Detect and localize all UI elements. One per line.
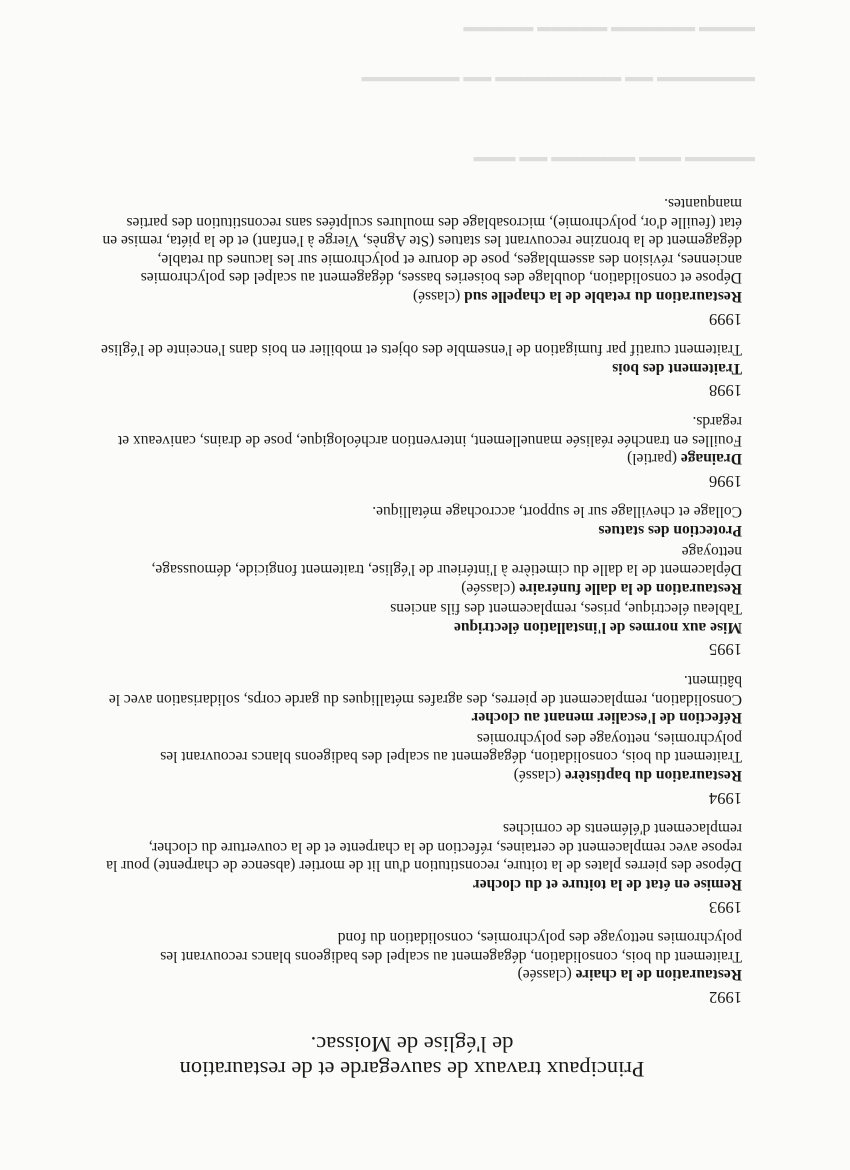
work-heading-text: Restauration de la dalle funéraire — [519, 579, 742, 597]
work-item — [92, 819, 742, 893]
work-heading — [92, 617, 742, 636]
title-line-1: Principaux travaux de sauvegarde et de restauration — [179, 1057, 645, 1082]
work-heading-text: Remise en état de la toiture et du clocher — [472, 876, 742, 894]
work-heading — [92, 358, 742, 377]
work-item — [92, 541, 742, 597]
work-qualifier: (partiel) — [627, 450, 681, 468]
work-qualifier: (classée) — [517, 966, 576, 984]
work-heading — [92, 578, 742, 597]
work-qualifier: (classé) — [412, 288, 465, 305]
work-heading-text: Traitement des bois — [612, 359, 742, 377]
work-description: Collage et chevillage sur le support, accrochage métallique. — [372, 503, 742, 521]
work-heading-text: Mise aux normes de l'installation électrique — [453, 618, 742, 636]
document-title — [92, 1032, 732, 1082]
work-item — [92, 340, 742, 377]
work-description: Traitement du bois, consolidation, dégagement au scalpel des badigeons blancs recouvrant les polychromies nettoyage des polychromies, consolidation du fond — [160, 929, 742, 965]
work-item — [92, 502, 742, 539]
work-heading-text: Drainage — [680, 450, 742, 468]
work-heading-text: Restauration du baptistère — [564, 767, 742, 785]
work-description: Dépose et consolidation, doublage des boiseries basses, dégagement au scalpel des polychromies anciennes, révision des assemblages, pose de dorure et polychromie sur les lacunes du retable, dégagement de la bronzine recouvrant les statues (Ste Agnès, Vierge à l'enfant) et de la piéta, remise en état (feuille d'or, polychromie), microsablage des moulures sculptées sans reconstitution des parties manquantes. — [102, 195, 742, 287]
title-line-2: de l'église de Moissac. — [310, 1032, 514, 1057]
work-qualifier: (classée) — [461, 579, 520, 597]
document-body — [92, 191, 742, 1082]
work-heading-text: Réfection de l'escalier menant au clocher — [471, 709, 742, 727]
bleed-through-text: ▬▬▬▬▬ ▬▬▬ ▬▬▬▬▬▬ ▬▬ ▬▬▬ ▬▬▬▬▬▬▬ ▬▬ ▬▬▬▬▬▬▬▬▬ ▬▬ ▬▬▬▬▬▬▬ ▬▬▬▬ ▬▬▬▬▬▬ ▬▬▬▬▬ ▬▬▬▬▬ — [361, 24, 755, 170]
work-item — [92, 671, 742, 727]
work-heading — [92, 449, 742, 468]
entry-year: 1996 — [709, 471, 742, 491]
work-description: Consolidation, remplacement de pierres, des agrafes métalliques du garde corps, solidarisation avec le bâtiment. — [108, 672, 742, 708]
work-description: Déplacement de la dalle du cimetière à l'intérieur de l'église, traitement fongicide, démoussage, nettoyage — [151, 542, 742, 579]
entry-year: 1998 — [709, 381, 742, 401]
entry-year: 1994 — [709, 788, 742, 808]
work-heading — [92, 708, 742, 727]
work-description: Fouilles en tranchée réalisée manuellement, intervention archéologique, pose de drains, caniveaux et regards. — [117, 412, 742, 449]
work-heading — [92, 520, 742, 539]
work-heading-text: Restauration du retable de la chapelle sud — [464, 288, 742, 305]
work-heading-text: Protection des statues — [598, 521, 742, 539]
work-heading — [92, 965, 742, 984]
work-item — [92, 928, 742, 984]
work-description: Traitement du bois, consolidation, dégagement au scalpel des badigeons blancs recouvrant les polychromies, nettoyage des polychromies — [160, 729, 742, 766]
work-description: Dépose des pierres plates de la toiture, reconstitution d'un lit de mortier (absence de charpente) pour la repose avec remplacement de certaines, réfection de la charpente et de la couverture du clocher, remplacement d'éléments de corniches — [106, 820, 742, 875]
work-heading — [92, 874, 742, 893]
work-heading-text: Restauration de la chaire — [575, 966, 742, 984]
entry-1999 — [92, 193, 742, 327]
entry-1995 — [92, 502, 742, 659]
entry-1993 — [92, 819, 742, 916]
work-item — [92, 728, 742, 784]
work-item — [92, 411, 742, 467]
entry-1994 — [92, 671, 742, 807]
entry-year: 1992 — [709, 988, 742, 1007]
work-item — [92, 599, 742, 636]
entry-1992 — [92, 928, 742, 1006]
entry-year: 1999 — [709, 309, 742, 329]
entry-1998 — [92, 340, 742, 400]
work-item — [92, 193, 742, 305]
entry-year: 1993 — [709, 897, 742, 917]
entry-year: 1995 — [709, 640, 742, 660]
entry-1996 — [92, 411, 742, 489]
work-heading — [92, 765, 742, 784]
work-description: Traitement curatif par fumigation de l'ensemble des objets et mobilier en bois dans l'enceinte de l'église — [101, 341, 742, 359]
work-heading — [92, 286, 742, 305]
work-qualifier: (classé) — [513, 767, 565, 785]
work-description: Tableau électrique, prises, remplacement des fils anciens — [390, 600, 742, 618]
